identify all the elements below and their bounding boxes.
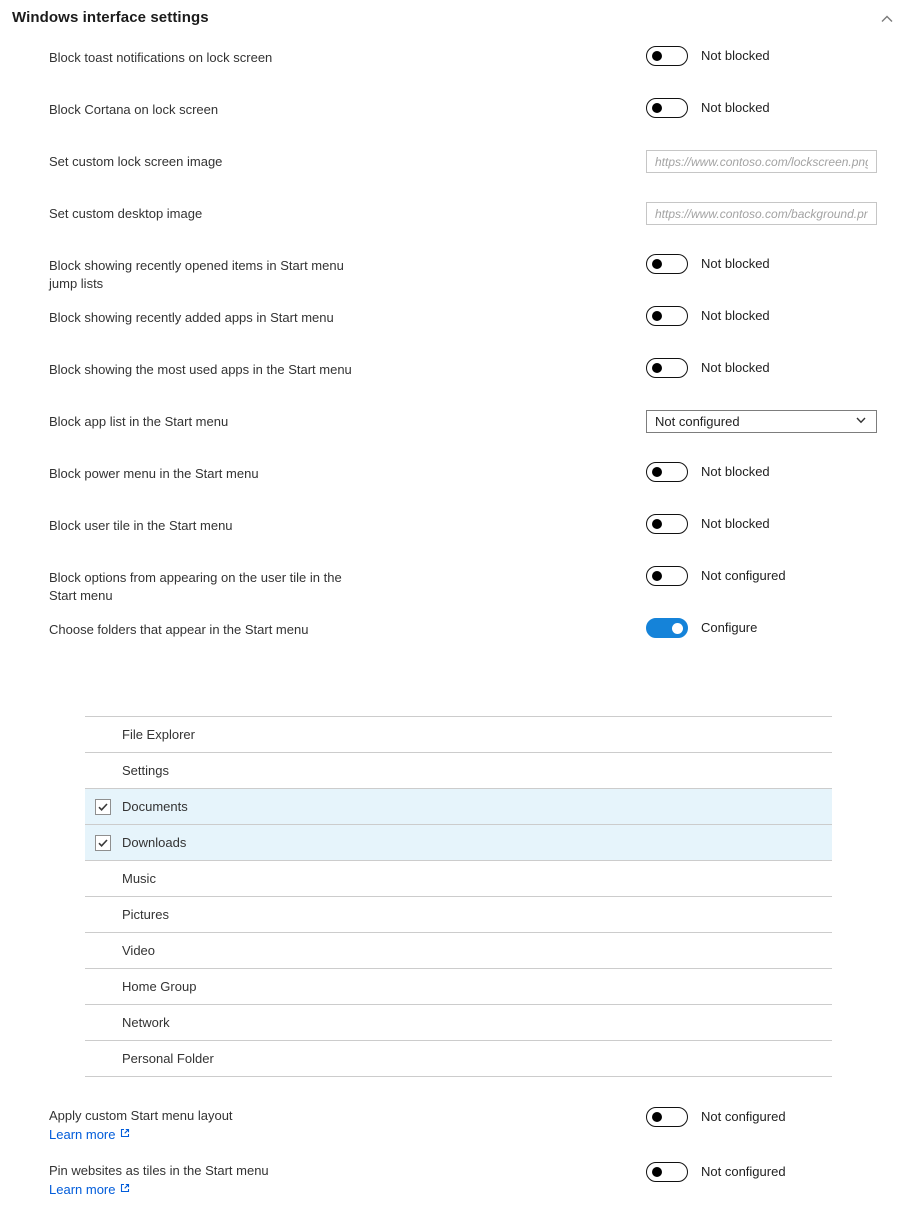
folder-label: Pictures <box>122 907 169 922</box>
toggle-knob <box>672 623 683 634</box>
block-user-tile-options-toggle[interactable] <box>646 566 688 586</box>
setting-control <box>646 462 770 482</box>
footer-settings-rows <box>0 1107 914 1217</box>
toggle-status-label: Not blocked <box>701 48 770 63</box>
setting-row-block-cortana-lock-screen <box>0 98 914 150</box>
setting-control <box>646 150 877 173</box>
setting-row-block-jump-lists <box>0 254 914 306</box>
setting-row-block-app-list <box>0 410 914 462</box>
folder-checkbox[interactable] <box>95 799 111 815</box>
folder-label: Video <box>122 943 156 958</box>
setting-label <box>49 254 646 293</box>
setting-label <box>49 618 646 639</box>
setting-control <box>646 254 770 274</box>
setting-label <box>49 150 646 171</box>
toggle-status-label: Configure <box>701 620 758 635</box>
toggle-status-label: Not configured <box>701 1109 786 1124</box>
checkmark-icon <box>97 837 109 849</box>
apply-custom-start-layout-learn-more-link[interactable] <box>49 1125 131 1144</box>
setting-row-block-power-menu <box>0 462 914 514</box>
toggle-status-label: Not configured <box>701 568 786 583</box>
folder-label: Personal Folder <box>122 1051 214 1066</box>
folder-label: File Explorer <box>122 727 195 742</box>
pin-websites-as-tiles-learn-more-link[interactable] <box>49 1180 131 1199</box>
toggle-status-label: Not blocked <box>701 516 770 531</box>
toggle-knob <box>652 1167 662 1177</box>
setting-label-text: Block options from appearing on the user tile in the Start menu <box>49 570 342 603</box>
setting-row-block-user-tile-options <box>0 566 914 618</box>
choose-start-menu-folders-toggle[interactable] <box>646 618 688 638</box>
folder-row[interactable] <box>85 968 832 1004</box>
block-power-menu-toggle[interactable] <box>646 462 688 482</box>
setting-control <box>646 410 877 433</box>
setting-label <box>49 46 646 67</box>
toggle-knob <box>652 1112 662 1122</box>
toggle-knob <box>652 363 662 373</box>
learn-more-label: Learn more <box>49 1182 116 1197</box>
settings-rows <box>0 46 914 670</box>
setting-control <box>646 514 770 534</box>
setting-label-text: Apply custom Start menu layout <box>49 1108 233 1123</box>
setting-row-block-toast-notifications <box>0 46 914 98</box>
setting-label <box>49 306 646 327</box>
setting-control <box>646 1162 786 1182</box>
block-most-used-apps-toggle[interactable] <box>646 358 688 378</box>
setting-label-text: Block power menu in the Start menu <box>49 466 259 481</box>
setting-control <box>646 202 877 225</box>
custom-desktop-image-input[interactable] <box>646 202 877 225</box>
folder-label: Settings <box>122 763 169 778</box>
folder-row[interactable] <box>85 752 832 788</box>
setting-label-text: Block Cortana on lock screen <box>49 102 219 117</box>
setting-label-text: Block showing recently added apps in Start menu <box>49 310 334 325</box>
folder-label: Downloads <box>122 835 187 850</box>
setting-label-text: Block toast notifications on lock screen <box>49 50 273 65</box>
external-link-icon <box>119 1180 131 1199</box>
setting-row-custom-desktop-image <box>0 202 914 254</box>
setting-label-text: Choose folders that appear in the Start menu <box>49 622 309 637</box>
start-menu-folder-list <box>85 716 832 1077</box>
setting-label <box>49 358 646 379</box>
setting-control <box>646 46 770 66</box>
setting-row-block-user-tile <box>0 514 914 566</box>
setting-label-text: Block app list in the Start menu <box>49 414 229 429</box>
setting-label-text: Block showing the most used apps in the Start menu <box>49 362 352 377</box>
toggle-knob <box>652 51 662 61</box>
setting-label-text: Set custom desktop image <box>49 206 203 221</box>
custom-lock-screen-image-input[interactable] <box>646 150 877 173</box>
setting-label-text: Block user tile in the Start menu <box>49 518 233 533</box>
select-value: Not configured <box>655 414 740 429</box>
setting-control <box>646 306 770 326</box>
setting-label <box>49 514 646 535</box>
setting-label <box>49 566 646 605</box>
section-title: Windows interface settings <box>12 9 209 26</box>
setting-row-apply-custom-start-layout <box>0 1107 914 1162</box>
toggle-status-label: Not blocked <box>701 360 770 375</box>
setting-label <box>49 462 646 483</box>
folder-row[interactable] <box>85 788 832 824</box>
setting-control <box>646 1107 786 1127</box>
apply-custom-start-layout-toggle[interactable] <box>646 1107 688 1127</box>
collapse-chevron-up-icon[interactable] <box>876 9 898 29</box>
setting-control <box>646 566 786 586</box>
learn-more-label: Learn more <box>49 1127 116 1142</box>
folder-row[interactable] <box>85 1040 832 1076</box>
toggle-status-label: Not blocked <box>701 256 770 271</box>
block-jump-lists-toggle[interactable] <box>646 254 688 274</box>
folder-row[interactable] <box>85 716 832 752</box>
setting-row-pin-websites-as-tiles <box>0 1162 914 1217</box>
setting-control <box>646 358 770 378</box>
toggle-status-label: Not configured <box>701 1164 786 1179</box>
toggle-knob <box>652 311 662 321</box>
checkmark-icon <box>97 801 109 813</box>
setting-label-group <box>49 1107 646 1144</box>
toggle-knob <box>652 103 662 113</box>
setting-row-block-recently-added-apps <box>0 306 914 358</box>
toggle-knob <box>652 467 662 477</box>
setting-row-choose-start-menu-folders <box>0 618 914 670</box>
block-user-tile-toggle[interactable] <box>646 514 688 534</box>
setting-label <box>49 98 646 119</box>
toggle-status-label: Not blocked <box>701 464 770 479</box>
section-header <box>0 0 914 31</box>
setting-label-text: Block showing recently opened items in Start menu jump lists <box>49 258 344 291</box>
toggle-status-label: Not blocked <box>701 308 770 323</box>
folder-label: Music <box>122 871 156 886</box>
setting-label-text: Pin websites as tiles in the Start menu <box>49 1163 269 1178</box>
block-app-list-select[interactable] <box>646 410 877 433</box>
folder-row[interactable] <box>85 1004 832 1040</box>
toggle-knob <box>652 519 662 529</box>
toggle-status-label: Not blocked <box>701 100 770 115</box>
toggle-knob <box>652 571 662 581</box>
folder-label: Network <box>122 1015 170 1030</box>
setting-label-group <box>49 1162 646 1199</box>
folder-label: Home Group <box>122 979 197 994</box>
setting-row-custom-lock-screen-image <box>0 150 914 202</box>
folder-row[interactable] <box>85 896 832 932</box>
setting-row-block-most-used-apps <box>0 358 914 410</box>
setting-control <box>646 98 770 118</box>
setting-label-text: Set custom lock screen image <box>49 154 223 169</box>
block-recently-added-apps-toggle[interactable] <box>646 306 688 326</box>
folder-row[interactable] <box>85 932 832 968</box>
setting-label <box>49 410 646 431</box>
folder-row[interactable] <box>85 824 832 860</box>
block-toast-notifications-toggle[interactable] <box>646 46 688 66</box>
folder-label: Documents <box>122 799 188 814</box>
toggle-knob <box>652 259 662 269</box>
pin-websites-as-tiles-toggle[interactable] <box>646 1162 688 1182</box>
folder-row[interactable] <box>85 860 832 896</box>
chevron-down-icon <box>854 413 868 430</box>
external-link-icon <box>119 1125 131 1144</box>
setting-label <box>49 202 646 223</box>
setting-control <box>646 618 757 638</box>
block-cortana-lock-screen-toggle[interactable] <box>646 98 688 118</box>
folder-checkbox[interactable] <box>95 835 111 851</box>
